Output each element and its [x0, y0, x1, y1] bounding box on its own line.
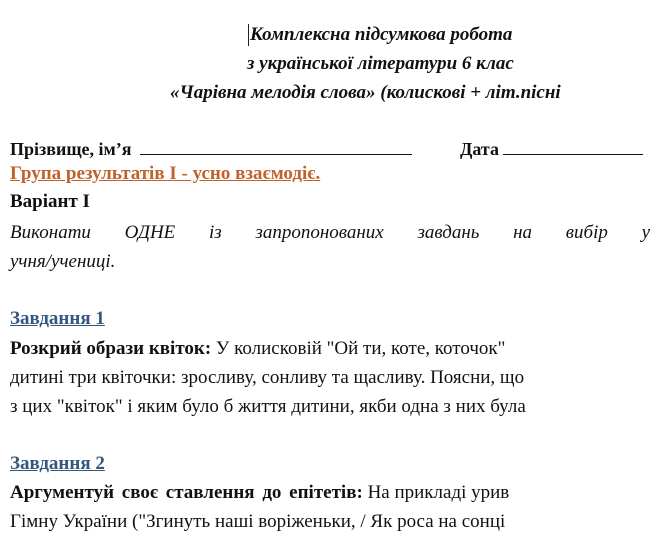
- task-2-lead: Аргументуй своє ставлення до епітетів:: [10, 482, 363, 503]
- instruction-word: на: [513, 222, 533, 243]
- task-1-heading: Завдання 1: [10, 308, 105, 329]
- date-field[interactable]: [503, 138, 643, 155]
- task-1-line-2: дитині три квіточки: зросливу, сонливу та щасливу. Поясни, що: [10, 367, 525, 388]
- instruction-word: вибір: [565, 222, 608, 243]
- name-label: Прізвище, ім’я: [10, 139, 132, 159]
- doc-title-line-1: Комплексна підсумкова робота: [250, 24, 513, 45]
- variant-label: Варіант І: [10, 191, 90, 212]
- text-cursor: [248, 24, 249, 46]
- name-field[interactable]: [140, 138, 412, 155]
- instruction-word: у: [641, 222, 650, 243]
- instruction-line-2: учня/учениці.: [10, 251, 116, 272]
- instruction-word: Виконати: [10, 222, 91, 243]
- task-1-line-1-rest: У колисковій "Ой ти, коте, коточок": [211, 338, 506, 359]
- task-2-line-1-rest: На прикладі урив: [362, 482, 510, 503]
- instruction-word: із: [209, 222, 222, 243]
- task-1-line-1: [10, 338, 505, 360]
- doc-title-line-3: «Чарівна мелодія слова» (колискові + літ.пісні: [170, 82, 561, 103]
- name-row: [10, 138, 412, 160]
- instruction-word: ОДНЕ: [124, 222, 176, 243]
- result-group-heading: Група результатів І - усно взаємодіє.: [10, 163, 321, 184]
- doc-title-line-2: з української літератури 6 клас: [247, 53, 514, 74]
- instruction-word: запропонованих: [255, 222, 384, 243]
- task-1-lead: Розкрий образи квіток:: [10, 338, 212, 359]
- task-2-heading: Завдання 2: [10, 453, 105, 474]
- task-2-line-1: [10, 482, 509, 504]
- date-label: Дата: [460, 139, 499, 159]
- date-row: [460, 138, 643, 160]
- task-1-line-3: з цих "квіток" і яким було б життя дитини, якби одна з них була: [10, 396, 526, 417]
- instruction-word: завдань: [417, 222, 480, 243]
- instruction-line-1: [10, 222, 650, 244]
- task-2-line-2: Гімну України ("Згинуть наші воріженьки, / Як роса на сонці: [10, 511, 506, 532]
